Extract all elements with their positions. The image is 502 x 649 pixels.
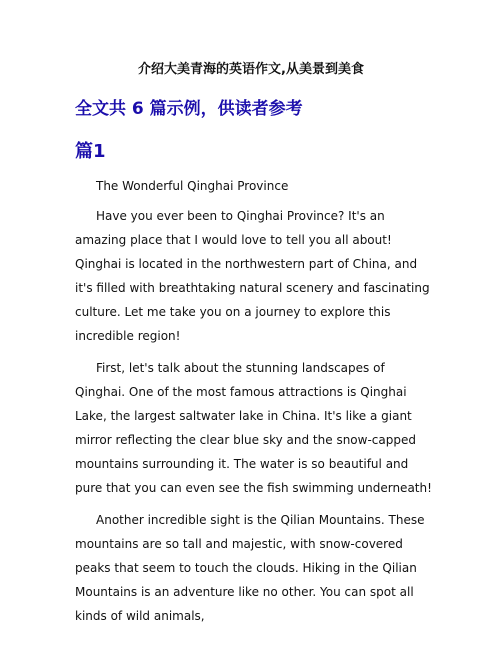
article-title: The Wonderful Qinghai Province <box>96 179 289 193</box>
paragraph-1: Have you ever been to Qinghai Province? It's an amazing place that I would love to tell you all about! Qinghai is located in the northwestern part of China, and it's filled with breathtaking natural scenery and fascinating culture. Let me take you on a journey to explore this incredible region! <box>75 209 430 343</box>
document-subtitle: 全文共 6 篇示例，供读者参考 <box>75 99 303 119</box>
article-body <box>75 204 435 636</box>
paragraph-3: Another incredible sight is the Qilian Mountains. These mountains are so tall and majestic, with snow-covered peaks that seem to touch the clouds. Hiking in the Qilian Mountains is an adventure like no other. You can spot all kinds of wild animals, <box>75 513 425 623</box>
paragraph-2: First, let's talk about the stunning landscapes of Qinghai. One of the most famous attractions is Qinghai Lake, the largest saltwater lake in China. It's like a giant mirror reflecting the clear blue sky and the snow-capped mountains surrounding it. The water is so beautiful and pure that you can even see the fish swimming underneath! <box>75 361 432 495</box>
document-title: 介绍大美青海的英语作文,从美景到美食 <box>138 62 364 77</box>
section-heading: 篇1 <box>75 141 106 162</box>
